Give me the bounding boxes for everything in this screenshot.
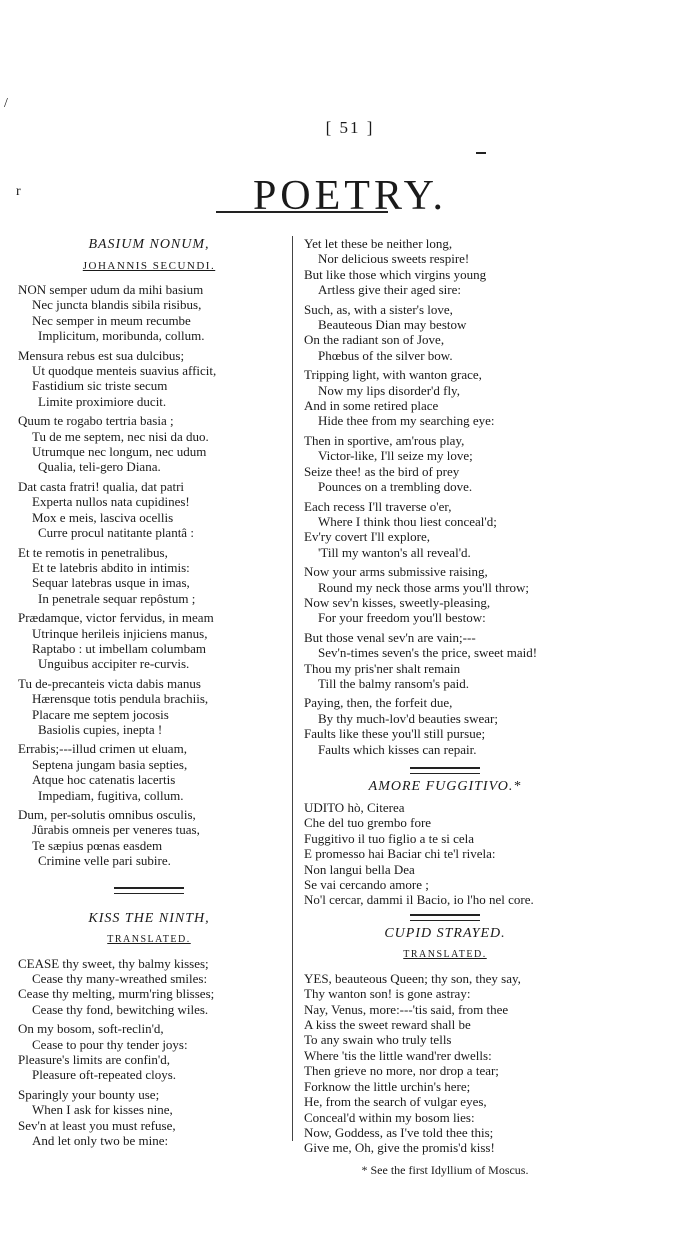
stanza [18,741,280,803]
poem-line: Utrumque nec longum, nec udum [32,444,207,460]
poem-line: Thy wanton son! is gone astray: [304,986,471,1002]
stanza [18,282,280,344]
poem-line: Sparingly your bounty use; [18,1086,160,1102]
poem-line: Prædamque, victor fervidus, in meam [18,610,214,626]
stanza [18,676,280,738]
stanza [18,479,280,541]
poem-line: Atque hoc catenatis lacertis [32,772,176,788]
poem-line: Paying, then, the forfeit due, [304,695,453,711]
poem-line: 'Till my wanton's all reveal'd. [318,544,471,560]
kiss-poem-part2 [304,236,586,761]
poem-line: Che del tuo grembo fore [304,815,432,831]
right-column [304,236,586,1178]
poem-line: On the radiant son of Jove, [304,332,445,348]
poem-line: Ev'ry covert I'll explore, [304,529,430,545]
poem-title-amore: AMORE FUGGITIVO.* [368,779,522,794]
kiss-poem-part1 [18,956,280,1153]
poem-line: Sev'n at least you must refuse, [18,1117,176,1133]
poem-line: Implicitum, moribunda, collum. [38,328,205,344]
stanza [18,807,280,869]
poem-line: Hærensque totis pendula brachiis, [32,691,209,707]
basium-poem [18,282,280,873]
stanza [18,545,280,607]
poem-line: Impediam, fugitiva, collum. [38,787,184,803]
poem-line: Then grieve no more, nor drop a tear; [304,1063,499,1079]
stanza [18,610,280,672]
poem-line: Now my lips disorder'd fly, [318,382,460,398]
page-title: POETRY. [252,173,448,219]
poem-line: Quum te rogabo tertria basia ; [18,413,174,429]
poem-line: Where 'tis the little wand'rer dwells: [304,1047,492,1063]
poem-line: Give me, Oh, give the promis'd kiss! [304,1140,495,1156]
poem-line: Fastidium sic triste secum [32,378,168,394]
poem-line: Te sæpius pœnas easdem [32,837,163,853]
poem-line: Tripping light, with wanton grace, [304,367,482,383]
poem-title-cupid: CUPID STRAYED. [384,925,506,941]
poem-line: E promesso hai Baciar chi te'l rivela: [304,846,496,862]
poem-line: Pleasure's limits are confin'd, [18,1052,170,1068]
poem-line: Se vai cercando amore ; [304,877,429,893]
poem-line: Tu de me septem, nec nisi da duo. [32,428,209,444]
poem-line: He, from the search of vulgar eyes, [304,1094,487,1110]
poem-line: Forknow the little urchin's here; [304,1078,471,1094]
poem-line: Cease thy many-wreathed smiles: [32,971,208,987]
poem-line: Non langui bella Dea [304,861,415,877]
poem-line: CEASE thy sweet, thy balmy kisses; [18,955,209,971]
poem-line: Then in sportive, am'rous play, [304,432,465,448]
amore-poem [304,800,586,908]
poem-line: Phœbus of the silver bow. [318,347,453,363]
stanza [304,564,586,626]
poem-line: Seize thee! as the bird of prey [304,463,460,479]
poem-line: Pounces on a trembling dove. [318,479,473,495]
poem-line: YES, beauteous Queen; thy son, they say, [304,970,521,986]
ornamental-rule [410,767,480,774]
poem-line: Ut quodque menteis suavius afficit, [32,363,217,379]
ornamental-rule [114,887,184,894]
poem-line: Errabis;---illud crimen ut eluam, [18,741,187,757]
poem-line: Basiolis cupies, inepta ! [38,721,163,737]
stanza [304,695,586,757]
poem-line: Where I think thou liest conceal'd; [318,513,497,529]
poem-line: In penetrale sequar repôstum ; [38,590,196,606]
page-number: [ 51 ] [325,118,375,137]
poem-subtitle-kiss: TRANSLATED. [107,933,191,945]
margin-mark-r: r [16,184,21,199]
poem-line: Dat casta fratri! qualia, dat patri [18,478,185,494]
poem-line: Crimine velle pari subire. [38,853,171,869]
stanza [18,348,280,410]
footnote: * See the first Idyllium of Moscus. [361,1162,529,1177]
poem-line: Raptabo : ut imbellam columbam [32,640,207,656]
poem-line: Mox e meis, lasciva ocellis [32,509,174,525]
poem-line: Pleasure oft-repeated cloys. [32,1067,177,1083]
stanza [304,630,586,692]
poem-line: But like those which virgins young [304,266,487,282]
poem-line: Cease thy melting, murm'ring blisses; [18,986,215,1002]
poem-line: Nor delicious sweets respire! [318,251,470,267]
poem-line: And let only two be mine: [32,1133,169,1149]
poem-line: Et te remotis in penetralibus, [18,544,168,560]
poem-line: Cease to pour thy tender joys: [32,1036,188,1052]
poem-line: On my bosom, soft-reclin'd, [18,1021,164,1037]
poem-title-kiss: KISS THE NINTH, [88,910,210,926]
poem-line: To any swain who truly tells [304,1032,452,1048]
poem-line: Nec semper in meum recumbe [32,312,191,328]
cupid-poem [304,971,586,1156]
poem-line: NON semper udum da mihi basium [18,282,204,297]
stanza [18,1021,280,1083]
poem-line: Curre procul natitante plantâ : [38,525,194,541]
poem-line: Now, Goddess, as I've told thee this; [304,1124,494,1140]
poem-line: Till the balmy ransom's paid. [318,675,469,691]
poem-subtitle-cupid: TRANSLATED. [403,948,487,960]
poem-line: Beauteous Dian may bestow [318,317,467,333]
stanza [18,1087,280,1149]
poem-line: Experta nullos nata cupidines! [32,494,190,510]
poem-author: JOHANNIS SECUNDI. [82,260,216,272]
poem-line: Utrinque herileis injiciens manus, [32,625,208,641]
poem-line: And in some retired place [304,398,439,414]
stanza [304,302,586,364]
poem-line: Nec juncta blandis sibila risibus, [32,297,202,313]
stanza [304,499,586,561]
stanza [304,433,586,495]
poem-line: When I ask for kisses nine, [32,1102,173,1118]
column-divider [292,236,293,1141]
poem-line: Sequar latebras usque in imas, [32,575,190,591]
poem-line: UDITO hò, Citerea [304,800,405,815]
poem-line: Artless give their aged sire: [318,282,461,298]
poem-line: Faults like these you'll still pursue; [304,726,486,742]
poem-line: Fuggitivo il tuo figlio a te si cela [304,830,475,846]
poem-line: A kiss the sweet reward shall be [304,1017,471,1033]
poem-line: Yet let these be neither long, [304,236,453,251]
poem-line: Jûrabis omneis per veneres tuas, [32,822,200,838]
stanza [304,367,586,429]
stanza [18,413,280,475]
poem-line: By thy much-lov'd beauties swear; [318,710,498,726]
poem-line: But those venal sev'n are vain;--- [304,629,476,645]
poem-line: Qualia, teli-gero Diana. [38,459,161,475]
poem-line: Round my neck those arms you'll throw; [318,579,530,595]
poem-line: Now your arms submissive raising, [304,564,488,580]
poem-line: For your freedom you'll bestow: [318,610,486,626]
poem-line: Dum, per-solutis omnibus osculis, [18,807,196,822]
poem-line: Faults which kisses can repair. [318,741,477,757]
poem-line: Such, as, with a sister's love, [304,301,453,317]
poem-line: Sev'n-times seven's the price, sweet maid! [318,645,538,661]
poem-line: Conceal'd within my bosom lies: [304,1109,475,1125]
stanza [304,236,586,298]
poem-line: Now sev'n kisses, sweetly-pleasing, [304,594,491,610]
poem-line: Mensura rebus est sua dulcibus; [18,347,185,363]
poem-line: Et te latebris abdito in intimis: [32,559,190,575]
poem-line: No'l cercar, dammi il Bacio, io l'ho nel core. [304,892,534,908]
left-column [18,236,280,1153]
poem-line: Limite proximiore ducit. [38,393,167,409]
poem-line: Cease thy fond, bewitching wiles. [32,1001,209,1017]
poem-line: Placare me septem jocosis [32,706,169,722]
margin-mark-slash: / [4,96,8,111]
ornamental-rule [410,914,480,921]
poem-line: Tu de-precanteis victa dabis manus [18,675,201,691]
poem-line: Septena jungam basia septies, [32,756,188,772]
poem-line: Each recess I'll traverse o'er, [304,498,452,514]
poem-line: Nay, Venus, more:---'tis said, from thee [304,1001,509,1017]
ink-dash [476,152,486,154]
title-rule [216,211,388,213]
poem-line: Hide thee from my searching eye: [318,413,495,429]
poem-line: Thou my pris'ner shalt remain [304,660,461,676]
poem-line: Unguibus accipiter re-curvis. [38,656,190,672]
poem-line: Victor-like, I'll seize my love; [318,448,473,464]
stanza [18,956,280,1018]
poem-title-basium: BASIUM NONUM, [88,237,210,252]
